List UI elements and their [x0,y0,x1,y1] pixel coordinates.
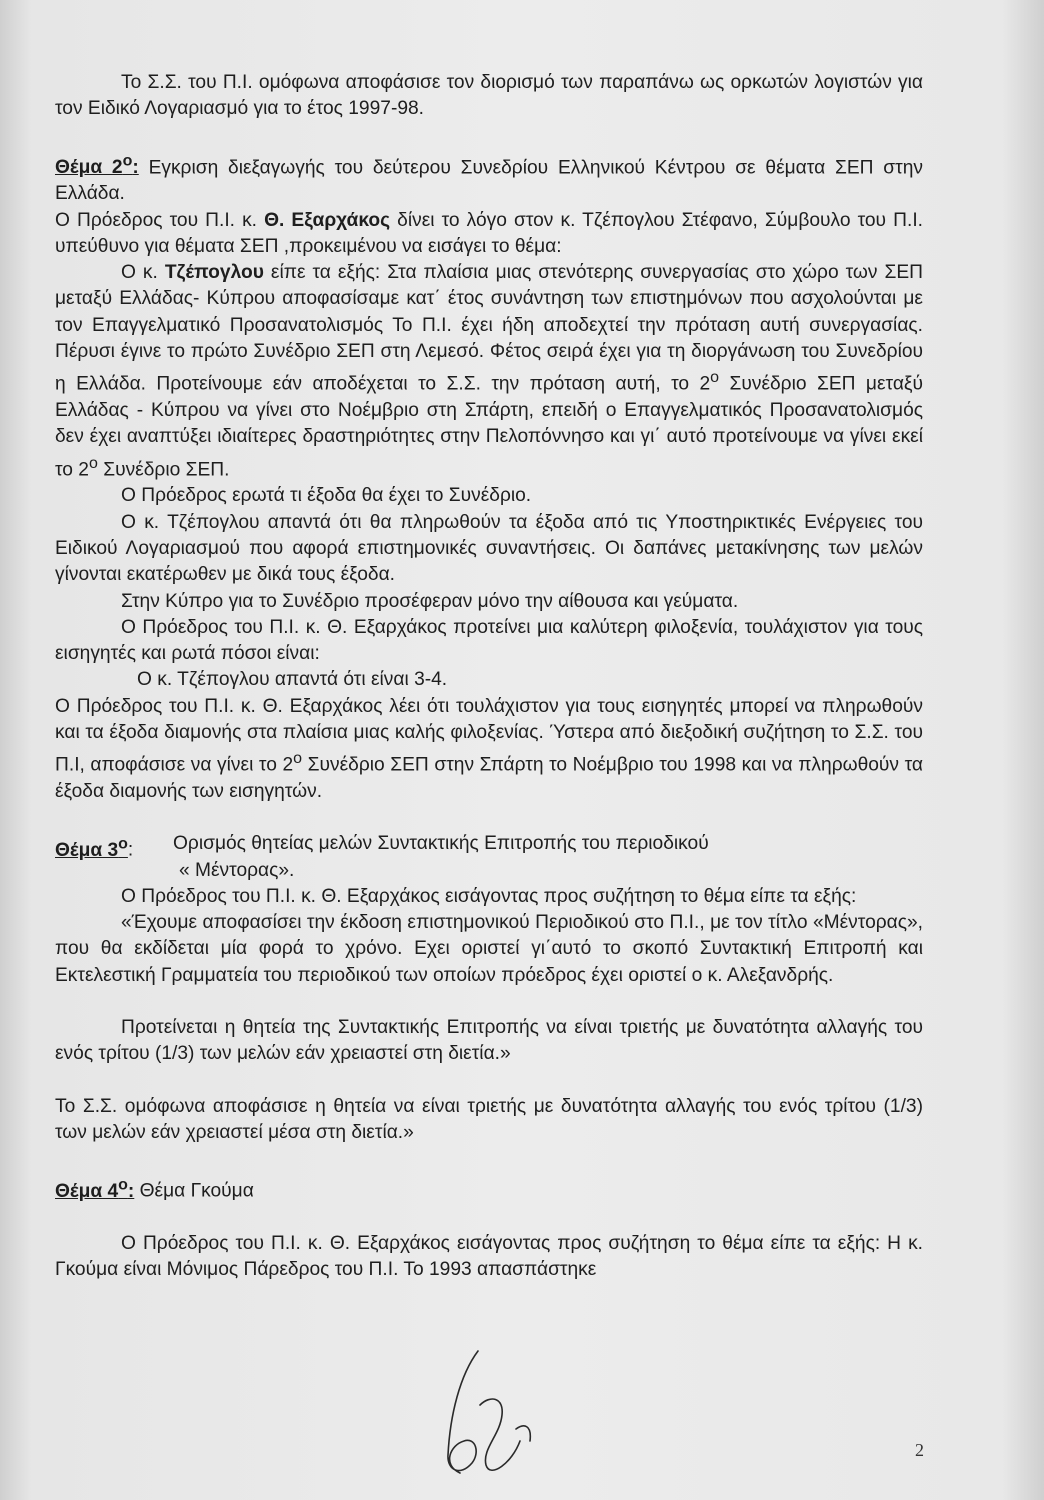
paragraph-decision-sparta: Ο Πρόεδρος του Π.Ι. κ. Θ. Εξαρχάκος λέει ότι τουλάχιστον για τους εισηγητές μπορεί να πληρωθούν και τα έξοδα διαμονής στα πλαίσια μιας καλής φιλοξενίας. Ύστερα από διεξοδική συζήτηση το Σ.Σ. του Π.Ι, αποφάσισε να γίνει το $2^o$ Συνέδριο ΣΕΠ στην Σπάρτη το Νοέμβριο του 1998 και να πληρωθούν τα έξοδα διαμονής των εισηγητών. [55,695,924,802]
page-number: 2 [915,1440,924,1460]
paragraph-president-gives-floor: Ο Πρόεδρος του Π.Ι. κ. Θ. Εξαρχάκος δίνει το λόγο στον κ. Τζέπογλου Στέφανο, Σύμβουλο του Π.Ι. υπεύθυνο για θέματα ΣΕΠ ,προκειμένου να εισάγει το θέμα: [55,209,923,257]
document-body [55,70,923,1284]
paragraph-speakers-count: Ο κ. Τζέπογλου απαντά ότι είναι 3-4. [137,669,448,691]
paragraph-cyprus-hosting: Στην Κύπρο για το Συνέδριο προσέφεραν μόνο την αίθουσα και γεύματα. [121,590,739,612]
theme-2-heading: Θέμα $2^o$: Εγκριση διεξαγωγής του δεύτερου Συνεδρίου Ελληνικού Κέντρου σε θέματα ΣΕΠ στην Ελλάδα. [55,152,923,205]
paragraph-tzepoglou-costs-answer: Ο κ. Τζέπογλου απαντά ότι θα πληρωθούν τα έξοδα από τις Υποστηρικτικές Ενέργειες του Ειδικού Λογαριασμού που αφορά επιστημονικές συναντήσεις. Οι δαπάνες μετακίνησης των μελών γίνονται εκατέρωθεν με δικά τους έξοδα. [55,511,923,586]
theme-4-heading: Θέμα $4^o$: Θέμα Γκούμα [55,1176,254,1202]
paragraph-president-asks-costs: Ο Πρόεδρος ερωτά τι έξοδα θα έχει το Συνέδριο. [121,485,532,507]
paragraph-gkouma-intro: Ο Πρόεδρος του Π.Ι. κ. Θ. Εξαρχάκος εισάγοντας προς συζήτηση το θέμα είπε τα εξής: Η κ. Γκούμα είναι Μόνιμος Πάρεδρος του Π.Ι. Το 1993 απασπάστηκε [55,1232,923,1281]
paragraph-president-mentor-intro: Ο Πρόεδρος του Π.Ι. κ. Θ. Εξαρχάκος εισάγοντας προς συζήτηση το θέμα είπε τα εξής: [121,885,857,907]
paragraph-decision-term: Το Σ.Σ. ομόφωνα αποφάσισε η θητεία να είναι τριετής με δυνατότητα αλλαγής του ενός τρίτου (1/3) των μελών εάν χρειαστεί μέσα στη διετία.» [55,1095,923,1143]
handwritten-signature [420,1345,550,1485]
paragraph-decision-auditors: Το Σ.Σ. του Π.Ι. ομόφωνα αποφάσισε τον διορισμό των παραπάνω ως ορκωτών λογιστών για τον Ειδικό Λογαριασμό για το έτος 1997-98. [55,72,923,120]
paragraph-president-hospitality: Ο Πρόεδρος του Π.Ι. κ. Θ. Εξαρχάκος προτείνει μια καλύτερη φιλοξενία, τουλάχιστον για τους εισηγητές και ρωτά πόσοι είναι: [55,616,923,665]
paragraph-tzepoglou-proposal: Ο κ. Τζέπογλου είπε τα εξής: Στα πλαίσια μιας στενότερης συνεργασίας στο χώρο των ΣΕΠ μεταξύ Ελλάδας- Κύπρου αποφασίσαμε κατ΄ έτος συνάντηση των επιστημόνων που ασχολούνται με τον Επαγγελματικό Προσανατολισμός Το Π.Ι. έχει ήδη αποδεχτεί την πρόταση αυτή συνεργασίας. Πέρυσι έγινε το πρώτο Συνέδριο ΣΕΠ στη Λεμεσό. Φέτος σειρά έχει για τη διοργάνωση του Συνεδρίου η Ελλάδα. Προτείνουμε εάν αποδέχεται το Σ.Σ. την πρόταση αυτή, το $2^o$ Συνέδριο ΣΕΠ μεταξύ Ελλάδας - Κύπρου να γίνει στο Νοέμβριο στη Σπάρτη, επειδή ο Επαγγελματικός Προσανατολισμός δεν έχει αναπτύξει ιδιαίτερες δραστηριότητες στην Πελοπόννησο και γι΄ αυτό προτείνουμε να γίνει εκεί το $2^o$ Συνέδριο ΣΕΠ. [55,262,923,481]
paragraph-term-proposal: Προτείνεται η θητεία της Συντακτικής Επιτροπής να είναι τριετής με δυνατότητα αλλαγής του ενός τρίτου (1/3) των μελών εάν χρειαστεί στη διετία.» [55,1017,923,1065]
theme-3-heading: Θέμα $3^o$: Ορισμός θητείας μελών Συντακτικής Επιτροπής του περιοδικού « Μέντορας». [55,833,709,881]
paragraph-mentor-quote: «Έχουμε αποφασίσει την έκδοση επιστημονικού Περιοδικού στο Π.Ι., με τον τίτλο «Μέντορας», που θα εκδίδεται μία φορά το χρόνο. Εχει οριστεί γι΄αυτό το σκοπό Συντακτική Επιτροπή και Εκτελεστική Γραμματεία του περιοδικού των οποίων πρόεδρος έχει οριστεί ο κ. Αλεξανδρής. [55,912,923,986]
